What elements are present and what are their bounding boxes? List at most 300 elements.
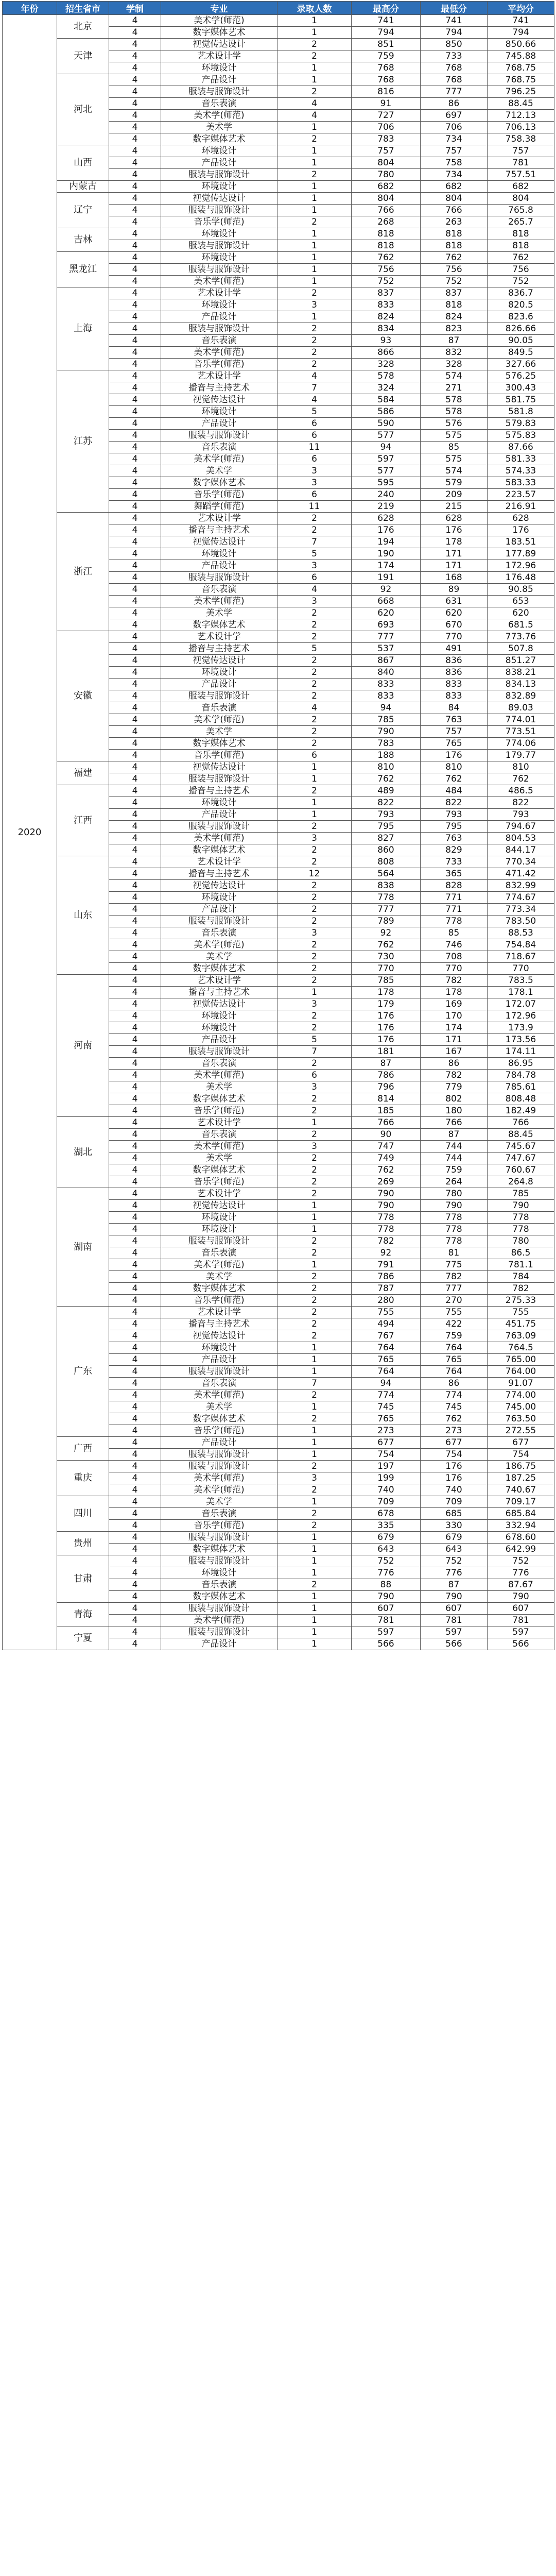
major-cell: 视觉传达设计 xyxy=(161,1330,277,1342)
header-row xyxy=(3,2,554,15)
avg-score-cell: 579.83 xyxy=(488,418,554,430)
max-score-cell: 179 xyxy=(352,998,421,1010)
avg-score-cell: 836.7 xyxy=(488,287,554,299)
max-score-cell: 765 xyxy=(352,1413,421,1425)
min-score-cell: 180 xyxy=(421,1105,488,1117)
table-row xyxy=(3,1188,554,1200)
min-score-cell: 576 xyxy=(421,418,488,430)
province-cell: 江苏 xyxy=(57,370,109,513)
table-row xyxy=(3,975,554,987)
table-row xyxy=(3,761,554,773)
province-cell: 福建 xyxy=(57,761,109,785)
min-score-cell: 215 xyxy=(421,501,488,513)
duration-cell: 4 xyxy=(109,773,161,785)
min-score-cell: 765 xyxy=(421,1354,488,1366)
duration-cell: 4 xyxy=(109,821,161,833)
province-cell: 贵州 xyxy=(57,1532,109,1555)
major-cell: 音乐表演 xyxy=(161,1579,277,1591)
duration-cell: 4 xyxy=(109,833,161,844)
max-score-cell: 822 xyxy=(352,797,421,809)
admitted-cell: 1 xyxy=(277,193,352,205)
major-cell: 产品设计 xyxy=(161,560,277,572)
major-cell: 艺术设计学 xyxy=(161,370,277,382)
min-score-cell: 833 xyxy=(421,679,488,690)
duration-cell: 4 xyxy=(109,1058,161,1070)
province-cell: 宁夏 xyxy=(57,1626,109,1650)
admitted-cell: 2 xyxy=(277,1330,352,1342)
major-cell: 数字媒体艺术 xyxy=(161,1591,277,1603)
province-cell: 安徽 xyxy=(57,631,109,761)
max-score-cell: 795 xyxy=(352,821,421,833)
duration-cell: 4 xyxy=(109,406,161,418)
max-score-cell: 607 xyxy=(352,1603,421,1615)
major-cell: 环境设计 xyxy=(161,797,277,809)
table-row xyxy=(3,1437,554,1449)
admitted-cell: 2 xyxy=(277,690,352,702)
admitted-cell: 2 xyxy=(277,975,352,987)
avg-score-cell: 774.06 xyxy=(488,738,554,750)
avg-score-cell: 182.49 xyxy=(488,1105,554,1117)
avg-score-cell: 332.94 xyxy=(488,1520,554,1532)
max-score-cell: 755 xyxy=(352,1307,421,1318)
avg-score-cell: 177.89 xyxy=(488,548,554,560)
duration-cell: 4 xyxy=(109,252,161,264)
province-cell: 江西 xyxy=(57,785,109,856)
max-score-cell: 752 xyxy=(352,276,421,287)
max-score-cell: 781 xyxy=(352,1615,421,1626)
min-score-cell: 762 xyxy=(421,773,488,785)
major-cell: 美术学 xyxy=(161,1496,277,1508)
admitted-cell: 1 xyxy=(277,27,352,39)
admitted-cell: 2 xyxy=(277,939,352,951)
avg-score-cell: 752 xyxy=(488,1555,554,1567)
max-score-cell: 194 xyxy=(352,536,421,548)
admitted-cell: 5 xyxy=(277,406,352,418)
duration-cell: 4 xyxy=(109,939,161,951)
duration-cell: 4 xyxy=(109,868,161,880)
max-score-cell: 94 xyxy=(352,1378,421,1389)
avg-score-cell: 91.07 xyxy=(488,1378,554,1389)
min-score-cell: 778 xyxy=(421,1224,488,1235)
duration-cell: 4 xyxy=(109,1235,161,1247)
major-cell: 环境设计 xyxy=(161,548,277,560)
duration-cell: 4 xyxy=(109,27,161,39)
duration-cell: 4 xyxy=(109,299,161,311)
min-score-cell: 744 xyxy=(421,1153,488,1164)
duration-cell: 4 xyxy=(109,1295,161,1307)
admitted-cell: 2 xyxy=(277,86,352,98)
major-cell: 音乐表演 xyxy=(161,927,277,939)
min-score-cell: 850 xyxy=(421,39,488,50)
avg-score-cell: 581.8 xyxy=(488,406,554,418)
min-score-cell: 176 xyxy=(421,750,488,761)
duration-cell: 4 xyxy=(109,797,161,809)
avg-score-cell: 844.17 xyxy=(488,844,554,856)
max-score-cell: 643 xyxy=(352,1544,421,1555)
admitted-cell: 1 xyxy=(277,1200,352,1212)
avg-score-cell: 774.67 xyxy=(488,892,554,904)
max-score-cell: 762 xyxy=(352,1164,421,1176)
major-cell: 音乐学(师范) xyxy=(161,216,277,228)
avg-score-cell: 820.5 xyxy=(488,299,554,311)
min-score-cell: 759 xyxy=(421,1330,488,1342)
max-score-cell: 837 xyxy=(352,287,421,299)
major-cell: 数字媒体艺术 xyxy=(161,1544,277,1555)
admitted-cell: 2 xyxy=(277,1295,352,1307)
max-score-cell: 335 xyxy=(352,1520,421,1532)
admitted-cell: 1 xyxy=(277,122,352,133)
major-cell: 艺术设计学 xyxy=(161,1188,277,1200)
major-cell: 美术学 xyxy=(161,1081,277,1093)
admitted-cell: 2 xyxy=(277,1508,352,1520)
min-score-cell: 87 xyxy=(421,1129,488,1141)
major-cell: 数字媒体艺术 xyxy=(161,619,277,631)
admitted-cell: 2 xyxy=(277,1247,352,1259)
admitted-cell: 2 xyxy=(277,655,352,667)
major-cell: 环境设计 xyxy=(161,228,277,240)
major-cell: 环境设计 xyxy=(161,299,277,311)
duration-cell: 4 xyxy=(109,916,161,927)
min-score-cell: 174 xyxy=(421,1022,488,1034)
avg-score-cell: 778 xyxy=(488,1224,554,1235)
max-score-cell: 590 xyxy=(352,418,421,430)
min-score-cell: 84 xyxy=(421,702,488,714)
table-row xyxy=(3,15,554,27)
min-score-cell: 777 xyxy=(421,1283,488,1295)
min-score-cell: 484 xyxy=(421,785,488,797)
province-cell: 山西 xyxy=(57,145,109,181)
min-score-cell: 87 xyxy=(421,1579,488,1591)
admitted-cell: 1 xyxy=(277,1591,352,1603)
duration-cell: 4 xyxy=(109,394,161,406)
major-cell: 播音与主持艺术 xyxy=(161,785,277,797)
duration-cell: 4 xyxy=(109,1271,161,1283)
major-cell: 视觉传达设计 xyxy=(161,655,277,667)
min-score-cell: 766 xyxy=(421,1117,488,1129)
min-score-cell: 271 xyxy=(421,382,488,394)
max-score-cell: 759 xyxy=(352,50,421,62)
admitted-cell: 2 xyxy=(277,1461,352,1472)
duration-cell: 4 xyxy=(109,1544,161,1555)
major-cell: 产品设计 xyxy=(161,809,277,821)
major-cell: 产品设计 xyxy=(161,1437,277,1449)
avg-score-cell: 186.75 xyxy=(488,1461,554,1472)
table-row xyxy=(3,287,554,299)
min-score-cell: 85 xyxy=(421,927,488,939)
duration-cell: 4 xyxy=(109,631,161,643)
max-score-cell: 777 xyxy=(352,904,421,916)
major-cell: 数字媒体艺术 xyxy=(161,27,277,39)
admitted-cell: 2 xyxy=(277,1413,352,1425)
max-score-cell: 790 xyxy=(352,1188,421,1200)
min-score-cell: 757 xyxy=(421,726,488,738)
min-score-cell: 793 xyxy=(421,809,488,821)
avg-score-cell: 752 xyxy=(488,276,554,287)
duration-cell: 4 xyxy=(109,1555,161,1567)
year-cell: 2020 xyxy=(3,15,57,1650)
min-score-cell: 697 xyxy=(421,110,488,122)
major-cell: 音乐学(师范) xyxy=(161,1295,277,1307)
avg-score-cell: 172.96 xyxy=(488,1010,554,1022)
table-row xyxy=(3,228,554,240)
table-row xyxy=(3,193,554,205)
admitted-cell: 3 xyxy=(277,927,352,939)
min-score-cell: 86 xyxy=(421,1058,488,1070)
avg-score-cell: 187.25 xyxy=(488,1472,554,1484)
admitted-cell: 1 xyxy=(277,797,352,809)
admitted-cell: 2 xyxy=(277,619,352,631)
max-score-cell: 814 xyxy=(352,1093,421,1105)
major-cell: 音乐学(师范) xyxy=(161,1425,277,1437)
max-score-cell: 597 xyxy=(352,1626,421,1638)
duration-cell: 4 xyxy=(109,1093,161,1105)
major-cell: 产品设计 xyxy=(161,418,277,430)
avg-score-cell: 796.25 xyxy=(488,86,554,98)
min-score-cell: 776 xyxy=(421,1567,488,1579)
avg-score-cell: 740.67 xyxy=(488,1484,554,1496)
max-score-cell: 92 xyxy=(352,927,421,939)
major-cell: 产品设计 xyxy=(161,311,277,323)
admitted-cell: 2 xyxy=(277,631,352,643)
min-score-cell: 578 xyxy=(421,394,488,406)
admitted-cell: 1 xyxy=(277,1603,352,1615)
max-score-cell: 778 xyxy=(352,892,421,904)
min-score-cell: 802 xyxy=(421,1093,488,1105)
table-row xyxy=(3,145,554,157)
admitted-cell: 2 xyxy=(277,726,352,738)
min-score-cell: 818 xyxy=(421,228,488,240)
max-score-cell: 833 xyxy=(352,679,421,690)
max-score-cell: 790 xyxy=(352,1200,421,1212)
admitted-cell: 2 xyxy=(277,1010,352,1022)
admitted-cell: 1 xyxy=(277,1117,352,1129)
min-score-cell: 168 xyxy=(421,572,488,584)
admitted-cell: 2 xyxy=(277,216,352,228)
duration-cell: 4 xyxy=(109,1153,161,1164)
avg-score-cell: 607 xyxy=(488,1603,554,1615)
province-cell: 山东 xyxy=(57,856,109,975)
min-score-cell: 566 xyxy=(421,1638,488,1650)
max-score-cell: 181 xyxy=(352,1046,421,1058)
min-score-cell: 176 xyxy=(421,524,488,536)
min-score-cell: 758 xyxy=(421,157,488,169)
duration-cell: 4 xyxy=(109,1354,161,1366)
avg-score-cell: 88.53 xyxy=(488,927,554,939)
min-score-cell: 832 xyxy=(421,347,488,359)
major-cell: 音乐学(师范) xyxy=(161,489,277,501)
avg-score-cell: 755 xyxy=(488,1307,554,1318)
admitted-cell: 2 xyxy=(277,679,352,690)
major-cell: 视觉传达设计 xyxy=(161,1200,277,1212)
table-row xyxy=(3,370,554,382)
major-cell: 服装与服饰设计 xyxy=(161,572,277,584)
admitted-cell: 2 xyxy=(277,714,352,726)
admitted-cell: 6 xyxy=(277,418,352,430)
max-score-cell: 786 xyxy=(352,1070,421,1081)
major-cell: 美术学(师范) xyxy=(161,596,277,607)
avg-score-cell: 838.21 xyxy=(488,667,554,679)
duration-cell: 4 xyxy=(109,1389,161,1401)
max-score-cell: 838 xyxy=(352,880,421,892)
avg-score-cell: 762 xyxy=(488,252,554,264)
max-score-cell: 840 xyxy=(352,667,421,679)
max-score-cell: 808 xyxy=(352,856,421,868)
duration-cell: 4 xyxy=(109,987,161,998)
max-score-cell: 780 xyxy=(352,169,421,181)
min-score-cell: 682 xyxy=(421,181,488,193)
max-score-cell: 794 xyxy=(352,27,421,39)
duration-cell: 4 xyxy=(109,1508,161,1520)
major-cell: 美术学 xyxy=(161,465,277,477)
admitted-cell: 2 xyxy=(277,1579,352,1591)
major-cell: 服装与服饰设计 xyxy=(161,1626,277,1638)
table-row xyxy=(3,1603,554,1615)
major-cell: 美术学(师范) xyxy=(161,110,277,122)
max-score-cell: 824 xyxy=(352,311,421,323)
duration-cell: 4 xyxy=(109,1484,161,1496)
major-cell: 美术学 xyxy=(161,1271,277,1283)
major-cell: 环境设计 xyxy=(161,892,277,904)
max-score-cell: 833 xyxy=(352,299,421,311)
major-cell: 环境设计 xyxy=(161,145,277,157)
min-score-cell: 85 xyxy=(421,442,488,453)
major-cell: 播音与主持艺术 xyxy=(161,987,277,998)
duration-cell: 4 xyxy=(109,738,161,750)
max-score-cell: 747 xyxy=(352,1141,421,1153)
duration-cell: 4 xyxy=(109,1330,161,1342)
max-score-cell: 185 xyxy=(352,1105,421,1117)
min-score-cell: 790 xyxy=(421,1591,488,1603)
header-province: 招生省市 xyxy=(57,2,109,15)
avg-score-cell: 783.50 xyxy=(488,916,554,927)
avg-score-cell: 757 xyxy=(488,145,554,157)
major-cell: 音乐学(师范) xyxy=(161,1520,277,1532)
duration-cell: 4 xyxy=(109,205,161,216)
duration-cell: 4 xyxy=(109,1472,161,1484)
major-cell: 艺术设计学 xyxy=(161,513,277,524)
major-cell: 服装与服饰设计 xyxy=(161,240,277,252)
min-score-cell: 764 xyxy=(421,1366,488,1378)
duration-cell: 4 xyxy=(109,382,161,394)
major-cell: 美术学(师范) xyxy=(161,833,277,844)
avg-score-cell: 745.00 xyxy=(488,1401,554,1413)
province-cell: 河北 xyxy=(57,74,109,145)
duration-cell: 4 xyxy=(109,1200,161,1212)
min-score-cell: 770 xyxy=(421,631,488,643)
max-score-cell: 628 xyxy=(352,513,421,524)
avg-score-cell: 818 xyxy=(488,240,554,252)
max-score-cell: 197 xyxy=(352,1461,421,1472)
admitted-cell: 2 xyxy=(277,169,352,181)
major-cell: 音乐表演 xyxy=(161,98,277,110)
major-cell: 环境设计 xyxy=(161,1224,277,1235)
max-score-cell: 741 xyxy=(352,15,421,27)
avg-score-cell: 486.5 xyxy=(488,785,554,797)
duration-cell: 4 xyxy=(109,1520,161,1532)
admitted-cell: 2 xyxy=(277,1520,352,1532)
major-cell: 艺术设计学 xyxy=(161,975,277,987)
min-score-cell: 778 xyxy=(421,1235,488,1247)
admitted-cell: 1 xyxy=(277,1567,352,1579)
avg-score-cell: 794 xyxy=(488,27,554,39)
admitted-cell: 1 xyxy=(277,1437,352,1449)
avg-score-cell: 583.33 xyxy=(488,477,554,489)
duration-cell: 4 xyxy=(109,489,161,501)
admitted-cell: 3 xyxy=(277,1472,352,1484)
admitted-cell: 2 xyxy=(277,1389,352,1401)
major-cell: 服装与服饰设计 xyxy=(161,169,277,181)
min-score-cell: 763 xyxy=(421,833,488,844)
duration-cell: 4 xyxy=(109,1615,161,1626)
admitted-cell: 3 xyxy=(277,1141,352,1153)
min-score-cell: 765 xyxy=(421,738,488,750)
admitted-cell: 6 xyxy=(277,572,352,584)
duration-cell: 4 xyxy=(109,809,161,821)
duration-cell: 4 xyxy=(109,975,161,987)
avg-score-cell: 849.5 xyxy=(488,347,554,359)
admitted-cell: 1 xyxy=(277,1449,352,1461)
duration-cell: 4 xyxy=(109,1461,161,1472)
min-score-cell: 708 xyxy=(421,951,488,963)
admitted-cell: 7 xyxy=(277,1378,352,1389)
avg-score-cell: 89.03 xyxy=(488,702,554,714)
max-score-cell: 586 xyxy=(352,406,421,418)
duration-cell: 4 xyxy=(109,1022,161,1034)
admitted-cell: 2 xyxy=(277,1235,352,1247)
avg-score-cell: 832.99 xyxy=(488,880,554,892)
duration-cell: 4 xyxy=(109,477,161,489)
avg-score-cell: 766 xyxy=(488,1117,554,1129)
min-score-cell: 781 xyxy=(421,1615,488,1626)
max-score-cell: 774 xyxy=(352,1389,421,1401)
major-cell: 艺术设计学 xyxy=(161,856,277,868)
admitted-cell: 3 xyxy=(277,596,352,607)
max-score-cell: 693 xyxy=(352,619,421,631)
duration-cell: 4 xyxy=(109,264,161,276)
duration-cell: 4 xyxy=(109,1496,161,1508)
major-cell: 数字媒体艺术 xyxy=(161,1283,277,1295)
duration-cell: 4 xyxy=(109,951,161,963)
table-row xyxy=(3,856,554,868)
avg-score-cell: 774.00 xyxy=(488,1389,554,1401)
min-score-cell: 178 xyxy=(421,987,488,998)
max-score-cell: 191 xyxy=(352,572,421,584)
admitted-cell: 1 xyxy=(277,987,352,998)
admitted-cell: 12 xyxy=(277,868,352,880)
duration-cell: 4 xyxy=(109,1342,161,1354)
admitted-cell: 2 xyxy=(277,844,352,856)
admitted-cell: 2 xyxy=(277,1188,352,1200)
max-score-cell: 174 xyxy=(352,560,421,572)
avg-score-cell: 575.83 xyxy=(488,430,554,442)
table-row xyxy=(3,1555,554,1567)
max-score-cell: 178 xyxy=(352,987,421,998)
major-cell: 音乐学(师范) xyxy=(161,359,277,370)
duration-cell: 4 xyxy=(109,311,161,323)
duration-cell: 4 xyxy=(109,880,161,892)
max-score-cell: 240 xyxy=(352,489,421,501)
admitted-cell: 6 xyxy=(277,430,352,442)
admitted-cell: 1 xyxy=(277,276,352,287)
avg-score-cell: 793 xyxy=(488,809,554,821)
major-cell: 服装与服饰设计 xyxy=(161,1449,277,1461)
major-cell: 服装与服饰设计 xyxy=(161,1532,277,1544)
major-cell: 音乐表演 xyxy=(161,1058,277,1070)
min-score-cell: 824 xyxy=(421,311,488,323)
admitted-cell: 1 xyxy=(277,1615,352,1626)
duration-cell: 4 xyxy=(109,39,161,50)
admitted-cell: 3 xyxy=(277,833,352,844)
